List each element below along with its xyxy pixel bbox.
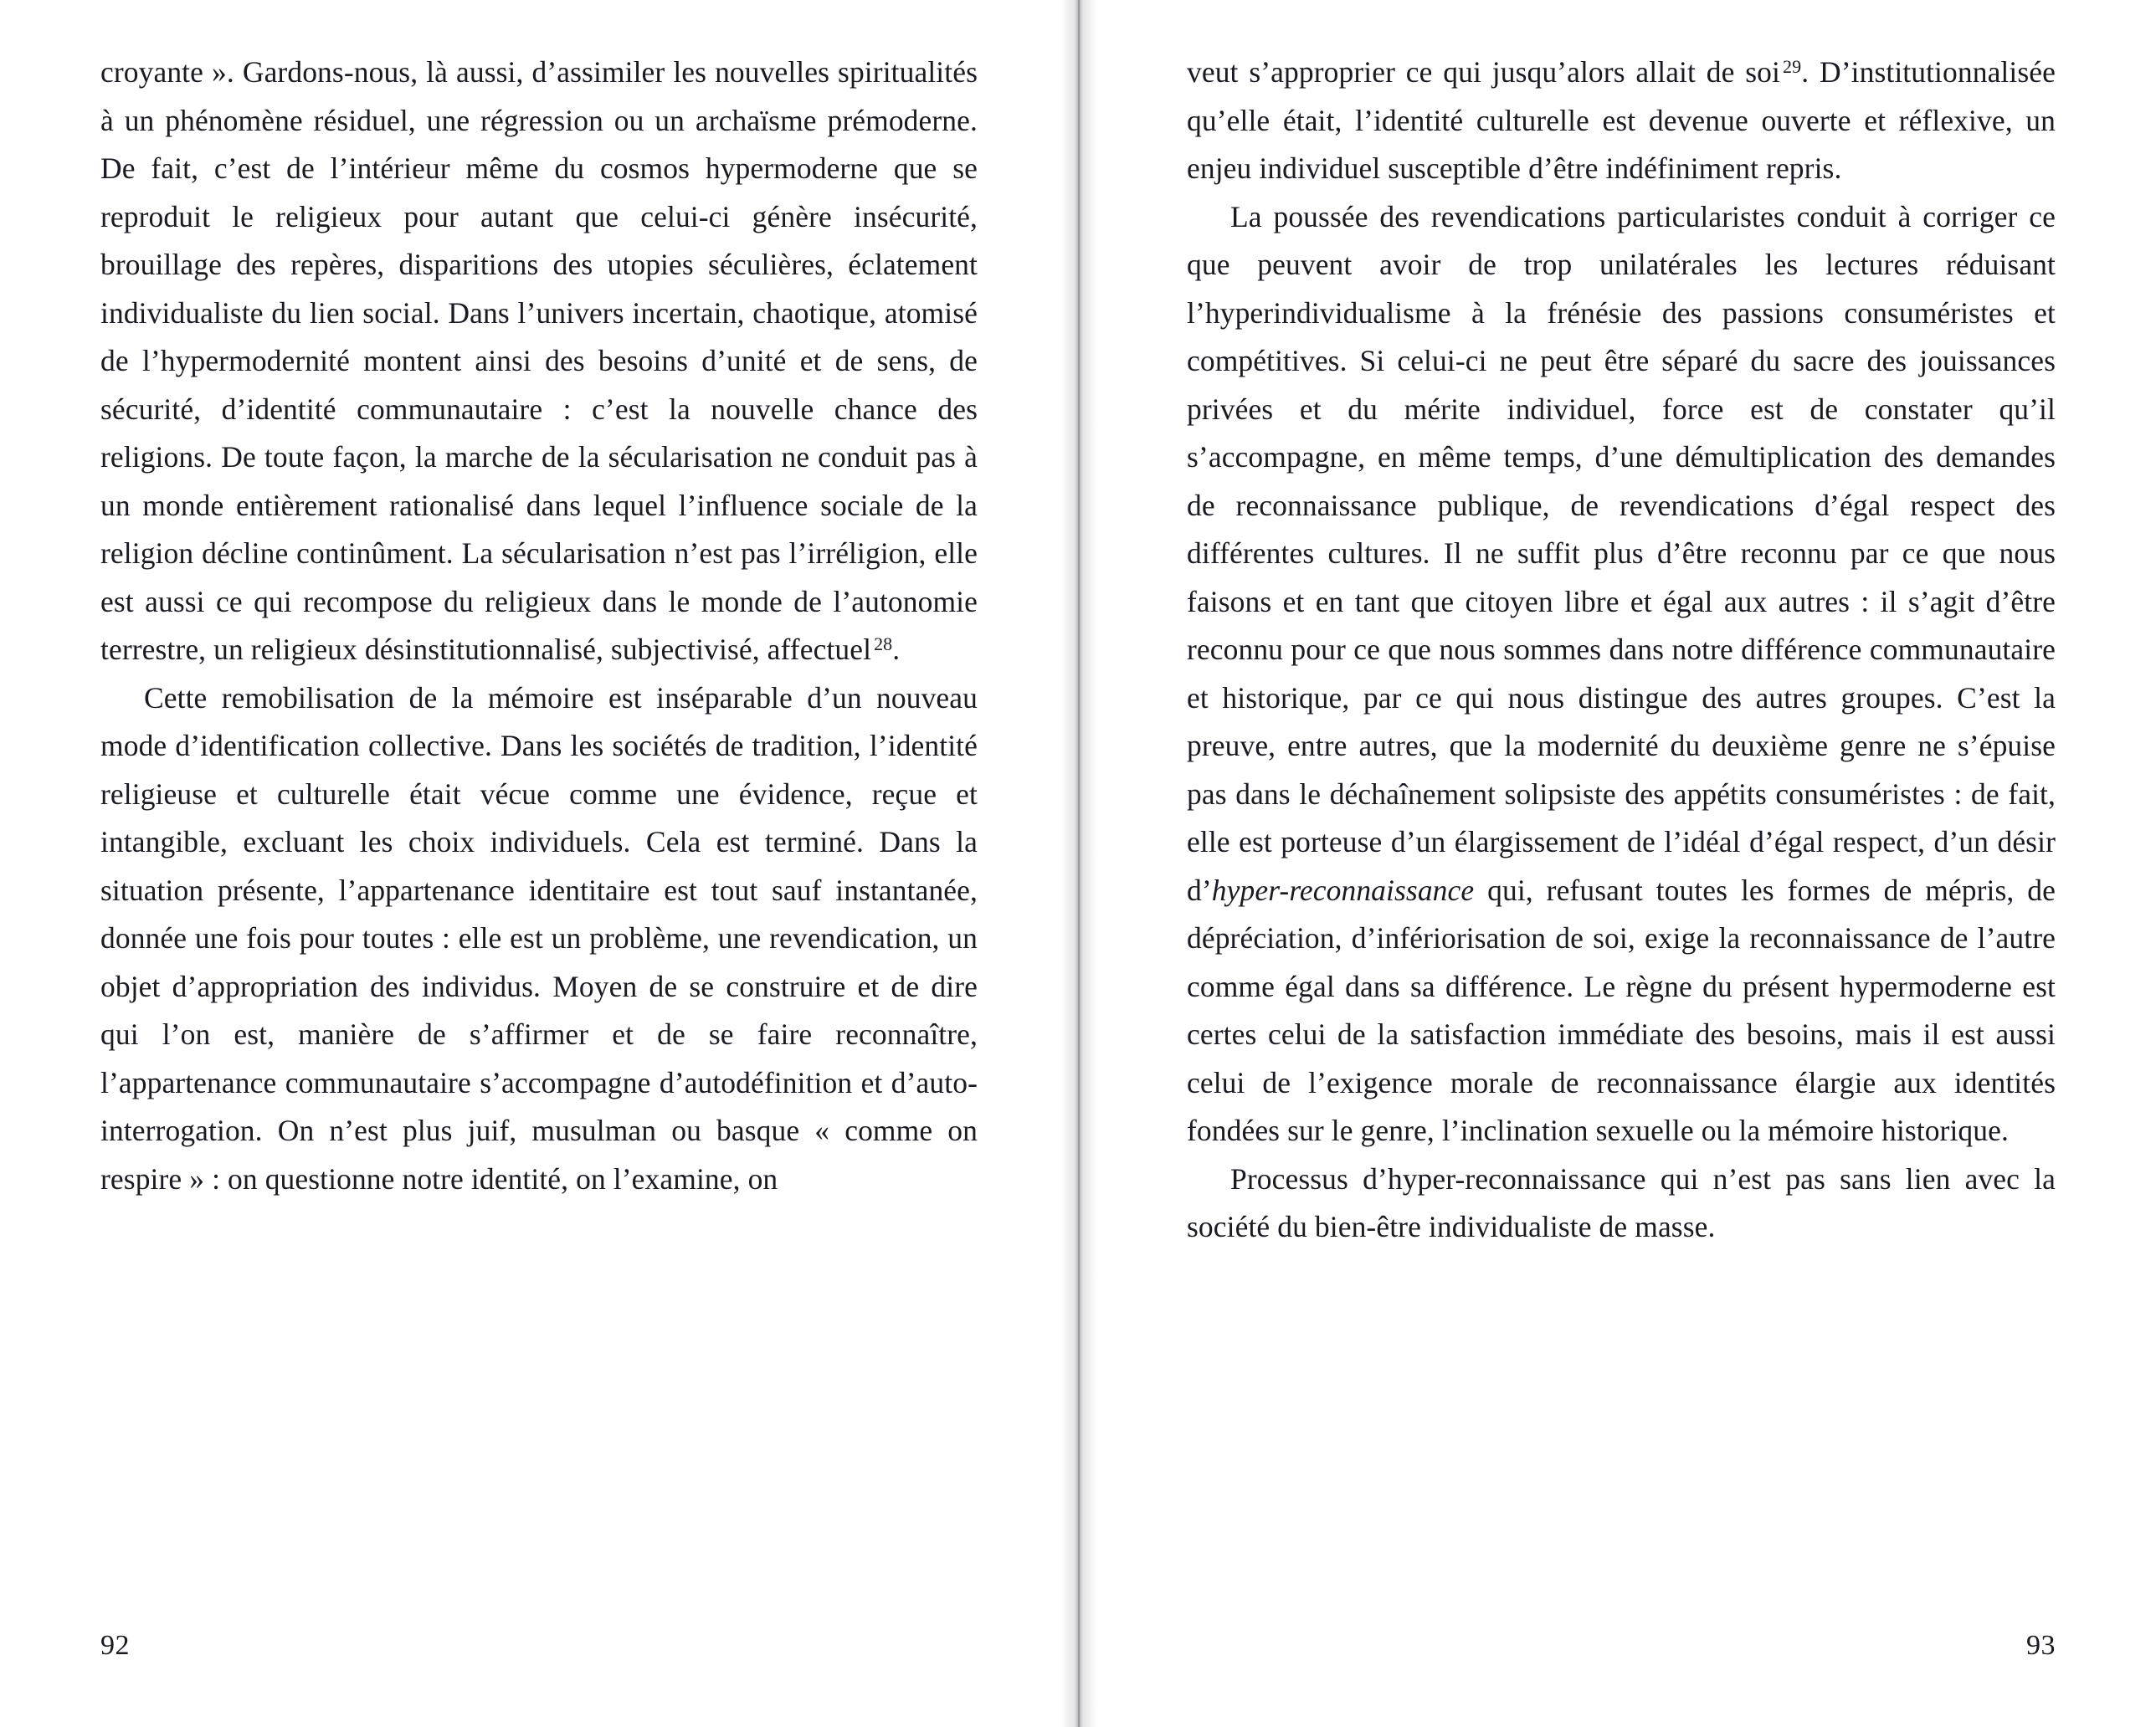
paragraph-text-tail: qui, refusant toutes les formes de mépris, de dépréciation, d’infériorisation de soi, exige la reconnaissance de l’autre comme égal dans sa différence. Le règne du présent hypermoderne est certes celui de la satisfaction immédiate des besoins, mais il est aussi celui de l’exigence morale de reconnaissance élargie aux identités fondées sur le genre, l’inclination sexuelle ou la mémoire historique. — [1187, 873, 2056, 1147]
paragraph — [100, 674, 978, 1204]
footnote-marker: 29 — [1783, 55, 1802, 77]
paragraph-text: croyante ». Gardons-nous, là aussi, d’assimiler les nouvelles spiritualités à un phénomène résiduel, une régression ou un archaïsme prémoderne. De fait, c’est de l’intérieur même du cosmos hypermoderne que se reproduit le religieux pour autant que celui-ci génère insécurité, brouillage des repères, disparitions des utopies séculières, éclatement individualiste du lien social. Dans l’univers incertain, chaotique, atomisé de l’hypermodernité montent ainsi des besoins d’unité et de sens, de sécurité, d’identité communautaire : c’est la nouvelle chance des religions. De toute façon, la marche de la sécularisation ne conduit pas à un monde entièrement rationalisé dans lequel l’influence sociale de la religion décline continûment. La sécularisation n’est pas l’irréligion, elle est aussi ce qui recompose du religieux dans le monde de l’autonomie terrestre, un religieux désinstitutionnalisé, subjectivisé, affectuel — [100, 55, 978, 666]
paragraph-text-tail: . D’institutionnalisée qu’elle était, l’identité culturelle est devenue ouverte et réflexive, un enjeu individuel susceptible d’être indéfiniment repris. — [1187, 55, 2056, 185]
paragraph-text-tail: . — [892, 633, 901, 666]
emphasis-hyper-reconnaissance: hyper-reconnaissance — [1211, 873, 1475, 907]
paragraph — [100, 49, 978, 674]
footnote-marker: 28 — [874, 633, 893, 654]
page-number-right: 93 — [2026, 1630, 2056, 1661]
paragraph-text: veut s’approprier ce qui jusqu’alors allait de soi — [1187, 55, 1780, 89]
paragraph-text: La poussée des revendications particularistes conduit à corriger ce que peuvent avoir de trop unilatérales les lectures réduisant l’hyperindividualisme à la frénésie des passions consuméristes et compétitives. Si celui-ci ne peut être séparé du sacre des jouissances privées et du mérite individuel, force est de constater qu’il s’accompagne, en même temps, d’une démultiplication des demandes de reconnaissance publique, de revendications d’égal respect des différentes cultures. Il ne suffit plus d’être reconnu par ce que nous faisons et en tant que citoyen libre et égal aux autres : il s’agit d’être reconnu pour ce que nous sommes dans notre différence communautaire et historique, par ce qui nous distingue des autres groupes. C’est la preuve, entre autres, que la modernité du deuxième genre ne s’épuise pas dans le déchaînement solipsiste des appétits consuméristes : de fait, elle est porteuse d’un élargissement de l’idéal d’égal respect, d’un désir d’ — [1187, 199, 2056, 907]
paragraph — [1187, 193, 2056, 1156]
paragraph-text: Processus d’hyper-reconnaissance qui n’est pas sans lien avec la société du bien-être individualiste de masse. — [1187, 1161, 2056, 1243]
page-right — [1078, 0, 2156, 1727]
left-page-textblock — [100, 49, 978, 1203]
paragraph — [1187, 49, 2056, 193]
paragraph — [1187, 1156, 2056, 1252]
paragraph-text: Cette remobilisation de la mémoire est inséparable d’un nouveau mode d’identification collective. Dans les sociétés de tradition, l’identité religieuse et culturelle était vécue comme une évidence, reçue et intangible, excluant les choix individuels. Cela est terminé. Dans la situation présente, l’appartenance identitaire est tout sauf instantanée, donnée une fois pour toutes : elle est un problème, une revendication, un objet d’appropriation des individus. Moyen de se construire et de dire qui l’on est, manière de s’affirmer et de se faire reconnaître, l’appartenance communautaire s’accompagne d’autodéfinition et d’auto-interrogation. On n’est plus juif, musulman ou basque « comme on respire » : on questionne notre identité, on l’examine, on — [100, 680, 978, 1196]
page-number-left: 92 — [100, 1630, 130, 1661]
right-page-textblock — [1187, 49, 2056, 1252]
